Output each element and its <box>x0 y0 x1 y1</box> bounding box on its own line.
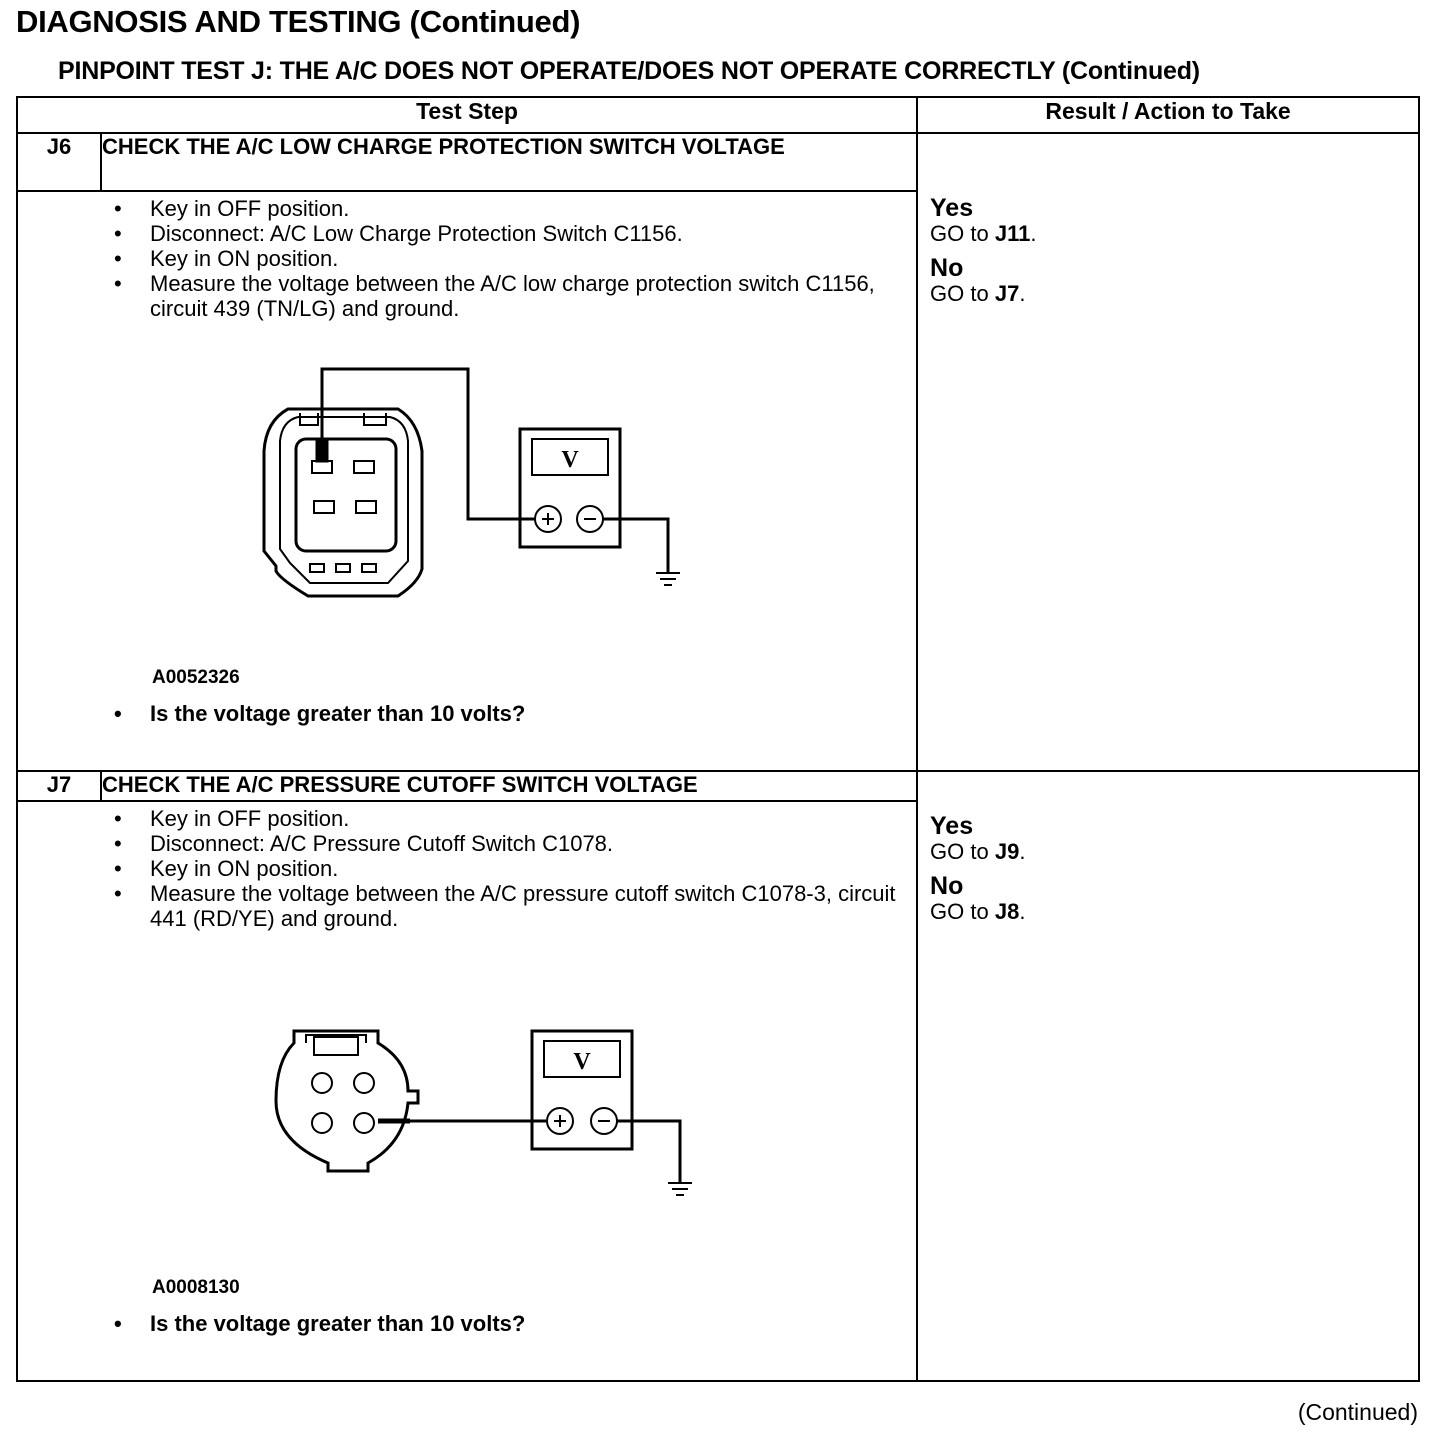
step-id: J6 <box>17 133 101 191</box>
voltmeter-connector-diagram <box>18 321 918 701</box>
list-item: • Key in OFF position. <box>114 196 916 221</box>
header-result-action: Result / Action to Take <box>917 97 1419 133</box>
result-no-label: No <box>930 254 964 282</box>
page-title: DIAGNOSIS AND TESTING (Continued) <box>16 4 581 39</box>
result-no-action: GO to J8. <box>930 899 1026 924</box>
step-question: • Is the voltage greater than 10 volts? <box>114 1311 526 1336</box>
list-item: • Measure the voltage between the A/C pressure cutoff switch C1078-3, circuit 441 (RD/YE) and ground. <box>114 881 916 931</box>
step-body <box>17 191 917 771</box>
figure-id: A0008130 <box>152 1277 240 1298</box>
step-action-list <box>18 192 916 321</box>
result-no-action: GO to J7. <box>930 281 1026 306</box>
list-item: • Disconnect: A/C Pressure Cutoff Switch C1078. <box>114 831 916 856</box>
result-yes-action: GO to J11. <box>930 221 1037 246</box>
voltmeter-connector-diagram <box>18 931 918 1311</box>
result-yes-action: GO to J9. <box>930 839 1026 864</box>
result-yes-label: Yes <box>930 812 974 840</box>
step-id: J7 <box>17 771 101 801</box>
list-item: • Measure the voltage between the A/C low charge protection switch C1156, circuit 439 (TN/LG) and ground. <box>114 271 916 321</box>
list-item: • Key in ON position. <box>114 246 916 271</box>
step-question: • Is the voltage greater than 10 volts? <box>114 701 526 726</box>
continued-footer: (Continued) <box>1297 1399 1418 1425</box>
list-item: • Key in ON position. <box>114 856 916 881</box>
meter-symbol: V <box>561 447 579 473</box>
step-title: CHECK THE A/C PRESSURE CUTOFF SWITCH VOLTAGE <box>101 771 917 801</box>
result-cell <box>917 133 1419 771</box>
header-test-step: Test Step <box>17 97 917 133</box>
wiring-figure <box>18 321 916 701</box>
list-item: • Key in OFF position. <box>114 806 916 831</box>
step-title: CHECK THE A/C LOW CHARGE PROTECTION SWITCH VOLTAGE <box>101 133 917 191</box>
pinpoint-test-table <box>16 96 1420 1382</box>
step-body <box>17 801 917 1381</box>
pinpoint-test-title: PINPOINT TEST J: THE A/C DOES NOT OPERATE/DOES NOT OPERATE CORRECTLY (Continued) <box>58 57 1200 85</box>
result-cell <box>917 771 1419 1381</box>
meter-symbol: V <box>573 1049 591 1075</box>
step-action-list <box>18 802 916 931</box>
result-no-label: No <box>930 872 964 900</box>
result-yes-label: Yes <box>930 194 974 222</box>
list-item: • Disconnect: A/C Low Charge Protection Switch C1156. <box>114 221 916 246</box>
figure-id: A0052326 <box>152 667 240 688</box>
wiring-figure <box>18 931 916 1311</box>
